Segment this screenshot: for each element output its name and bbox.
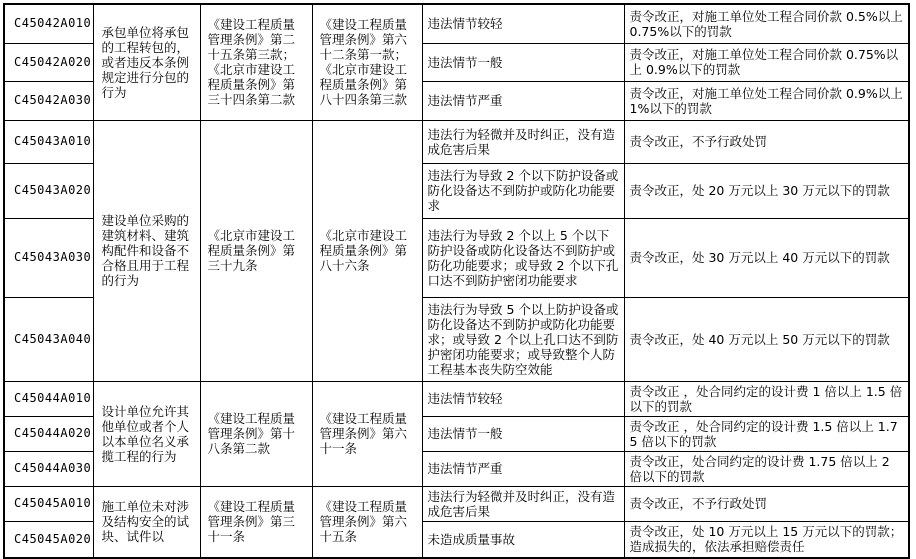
penalty-cell: 责令改正，处 30 万元以上 40 万元以下的罚款 <box>624 218 909 297</box>
violation-cell: 违法行为轻微并及时纠正，没有造成危害后果 <box>422 120 624 163</box>
code-cell: C45043A040 <box>4 297 93 381</box>
table-row <box>4 4 909 43</box>
penalty-cell: 责令改正 ，处合同约定的设计费 1 倍以上 1.5 倍以下的罚款 <box>624 381 909 416</box>
penalty-cell: 责令改正，对施工单位处工程合同价款 0.75%以上 0.9%以下的罚款 <box>624 43 909 81</box>
law-primary-cell: 《北京市建设工程质量条例》第三十九条 <box>200 120 312 381</box>
law-primary-cell: 《建设工程质量管理条例》第十八条第二款 <box>200 381 312 486</box>
code-cell: C45045A020 <box>4 521 93 558</box>
penalty-cell: 责令改正，不予行政处罚 <box>624 120 909 163</box>
behavior-cell: 承包单位将承包的工程转包的，或者违反本条例规定进行分包的行为 <box>93 4 200 120</box>
table-row <box>4 120 909 163</box>
code-cell: C45043A020 <box>4 163 93 218</box>
code-cell: C45044A030 <box>4 451 93 486</box>
law-secondary-cell: 《建设工程质量管理条例》第六十五条 <box>312 486 422 558</box>
behavior-cell: 施工单位未对涉及结构安全的试块、试件以 <box>93 486 200 558</box>
code-cell: C45043A030 <box>4 218 93 297</box>
code-cell: C45044A010 <box>4 381 93 416</box>
penalty-cell: 责令改正，对施工单位处工程合同价款 0.5%以上 0.75%以下的罚款 <box>624 4 909 43</box>
code-cell: C45042A010 <box>4 4 93 43</box>
penalty-cell: 责令改正，处 10 万元以上 15 万元以下的罚款；造成损失的，依法承担赔偿责任 <box>624 521 909 558</box>
behavior-cell: 设计单位允许其他单位或者个人以本单位名义承揽工程的行为 <box>93 381 200 486</box>
violation-cell: 违法行为轻微并及时纠正，没有造成危害后果 <box>422 486 624 521</box>
law-primary-cell: 《建设工程质量管理条例》第三十一条 <box>200 486 312 558</box>
violation-cell: 违法情节一般 <box>422 416 624 451</box>
violation-cell: 违法情节较轻 <box>422 381 624 416</box>
penalty-cell: 责令改正，处 40 万元以上 50 万元以下的罚款 <box>624 297 909 381</box>
violation-cell: 违法情节较轻 <box>422 4 624 43</box>
penalty-cell: 责令改正，对施工单位处工程合同价款 0.9%以上 1%以下的罚款 <box>624 81 909 120</box>
violation-cell: 违法行为导致 2 个以上 5 个以下防护设备或防化设备达不到防护或防化功能要求；或导致 2 个以下孔口达不到防护密闭功能要求 <box>422 218 624 297</box>
violation-cell: 违法行为导致 5 个以上防护设备或防化设备达不到防护或防化功能要求；或导致 2 个以上孔口达不到防护密闭功能要求；或导致整个人防工程基本丧失防空效能 <box>422 297 624 381</box>
law-secondary-cell: 《建设工程质量管理条例》第六十一条 <box>312 381 422 486</box>
code-cell: C45043A010 <box>4 120 93 163</box>
law-primary-cell: 《建设工程质量管理条例》第二十五条第三款；《北京市建设工程质量条例》第三十四条第二款 <box>200 4 312 120</box>
violation-cell: 违法行为导致 2 个以下防护设备或防化设备达不到防护或防化功能要求 <box>422 163 624 218</box>
penalty-cell: 责令改正，不予行政处罚 <box>624 486 909 521</box>
table-row <box>4 381 909 416</box>
law-secondary-cell: 《北京市建设工程质量条例》第八十六条 <box>312 120 422 381</box>
behavior-cell: 建设单位采购的建筑材料、建筑构配件和设备不合格且用于工程的行为 <box>93 120 200 381</box>
penalty-cell: 责令改正，处 20 万元以上 30 万元以下的罚款 <box>624 163 909 218</box>
code-cell: C45042A020 <box>4 43 93 81</box>
penalty-discretion-table <box>3 3 910 559</box>
violation-cell: 违法情节严重 <box>422 451 624 486</box>
penalty-cell: 责令改正 ，处合同约定的设计费 1.5 倍以上 1.75 倍以下的罚款 <box>624 416 909 451</box>
code-cell: C45042A030 <box>4 81 93 120</box>
table-row <box>4 486 909 521</box>
penalty-cell: 责令改正，处合同约定的设计费 1.75 倍以上 2 倍以下的罚款 <box>624 451 909 486</box>
code-cell: C45045A010 <box>4 486 93 521</box>
violation-cell: 违法情节一般 <box>422 43 624 81</box>
violation-cell: 违法情节严重 <box>422 81 624 120</box>
law-secondary-cell: 《建设工程质量管理条例》第六十二条第一款；《北京市建设工程质量条例》第八十四条第三款 <box>312 4 422 120</box>
code-cell: C45044A020 <box>4 416 93 451</box>
violation-cell: 未造成质量事故 <box>422 521 624 558</box>
